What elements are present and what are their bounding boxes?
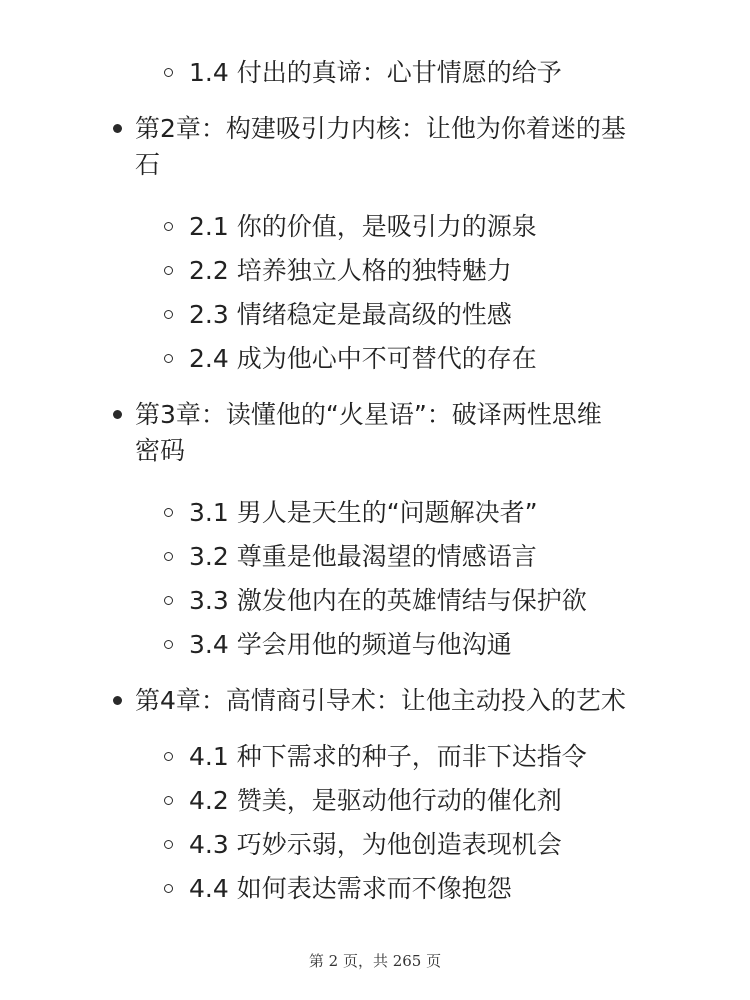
toc-item-1-4: 1.4 付出的真谛：心甘情愿的给予 xyxy=(189,58,562,87)
toc-item-3-1: 3.1 男人是天生的“问题解决者” xyxy=(189,498,538,527)
chapter-2-title: 第2章：构建吸引力内核：让他为你着迷的基 xyxy=(135,114,626,143)
toc-item-3-3: 3.3 激发他内在的英雄情结与保护欲 xyxy=(189,586,587,615)
toc-item-2-1: 2.1 你的价值，是吸引力的源泉 xyxy=(189,212,537,241)
hollow-bullet-icon xyxy=(164,222,173,231)
chapter-2-title-continued: 石 xyxy=(135,150,161,179)
page-indicator: 第 2 页，共 265 页 xyxy=(308,952,442,970)
hollow-bullet-icon xyxy=(164,596,173,605)
filled-bullet-icon xyxy=(113,410,122,419)
hollow-bullet-icon xyxy=(164,796,173,805)
filled-bullet-icon xyxy=(113,696,122,705)
chapter-3-title-continued: 密码 xyxy=(135,436,186,465)
toc-item-4-4: 4.4 如何表达需求而不像抱怨 xyxy=(189,874,512,903)
hollow-bullet-icon xyxy=(164,840,173,849)
hollow-bullet-icon xyxy=(164,640,173,649)
toc-item-2-4: 2.4 成为他心中不可替代的存在 xyxy=(189,344,537,373)
filled-bullet-icon xyxy=(113,124,122,133)
toc-item-2-3: 2.3 情绪稳定是最高级的性感 xyxy=(189,300,512,329)
hollow-bullet-icon xyxy=(164,354,173,363)
hollow-bullet-icon xyxy=(164,752,173,761)
hollow-bullet-icon xyxy=(164,310,173,319)
toc-item-3-2: 3.2 尊重是他最渴望的情感语言 xyxy=(189,542,537,571)
toc-item-4-1: 4.1 种下需求的种子，而非下达指令 xyxy=(189,742,587,771)
chapter-3-title: 第3章：读懂他的“火星语”：破译两性思维 xyxy=(135,400,602,429)
hollow-bullet-icon xyxy=(164,552,173,561)
toc-item-4-3: 4.3 巧妙示弱，为他创造表现机会 xyxy=(189,830,562,859)
toc-item-2-2: 2.2 培养独立人格的独特魅力 xyxy=(189,256,512,285)
toc-item-4-2: 4.2 赞美，是驱动他行动的催化剂 xyxy=(189,786,562,815)
hollow-bullet-icon xyxy=(164,68,173,77)
hollow-bullet-icon xyxy=(164,884,173,893)
hollow-bullet-icon xyxy=(164,266,173,275)
toc-item-3-4: 3.4 学会用他的频道与他沟通 xyxy=(189,630,512,659)
chapter-4-title: 第4章：高情商引导术：让他主动投入的艺术 xyxy=(135,686,626,715)
hollow-bullet-icon xyxy=(164,508,173,517)
